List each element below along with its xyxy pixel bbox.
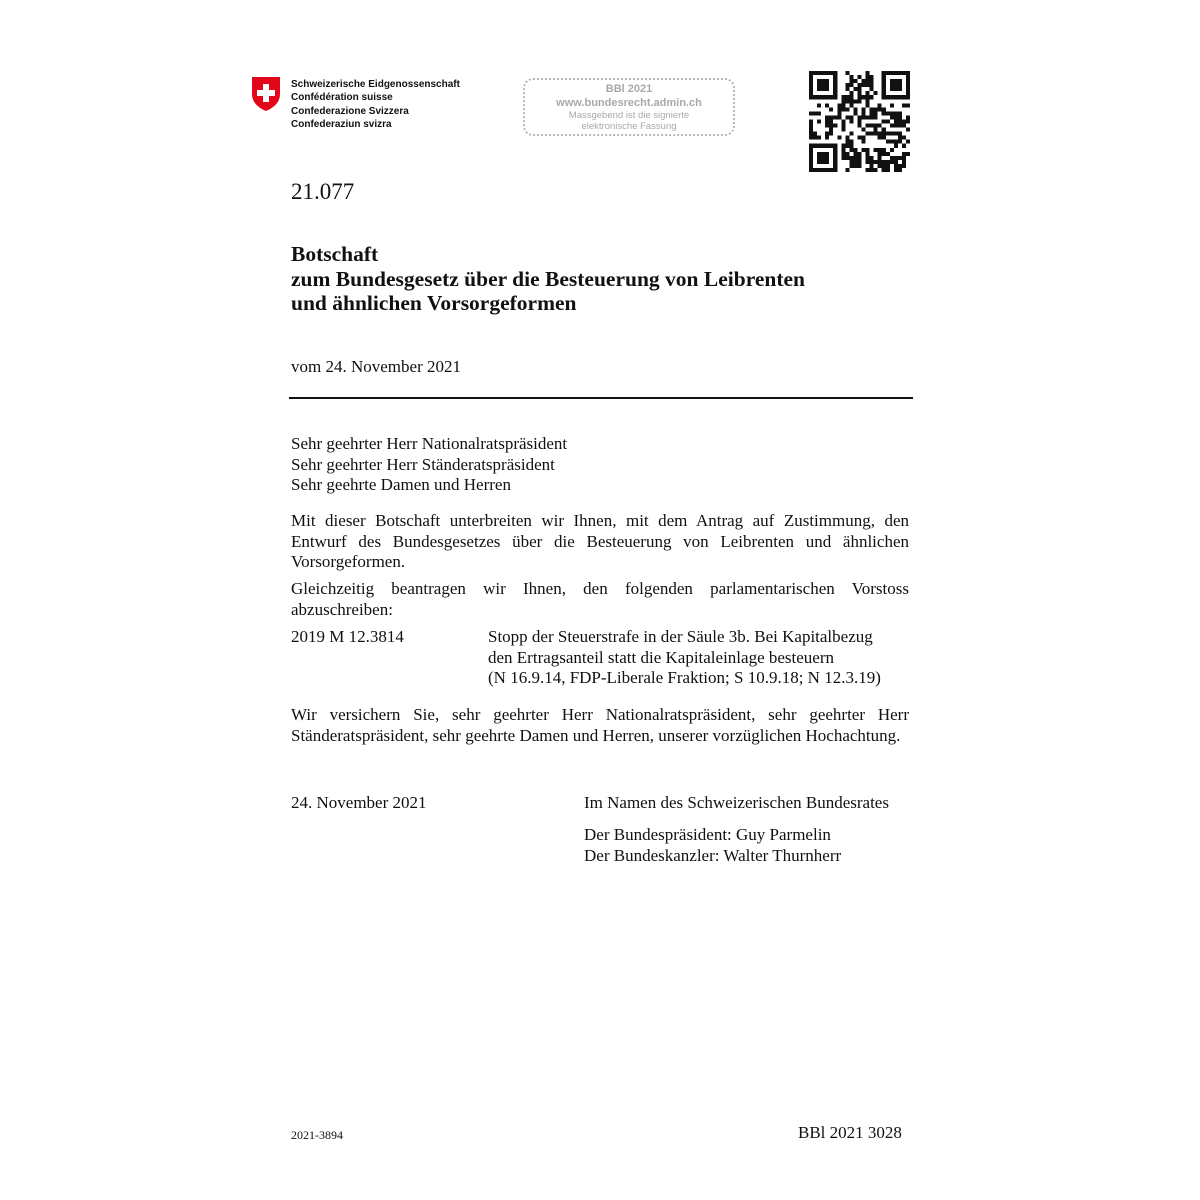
salutation-line-3: Sehr geehrte Damen und Herren (291, 475, 511, 494)
stamp-line-2: www.bundesrecht.admin.ch (556, 97, 702, 109)
vorstoss-text-line-2: den Ertragsanteil statt die Kapitaleinlage besteuern (488, 647, 835, 667)
footer-page-reference: BBl 2021 3028 (798, 1123, 902, 1142)
title-line-1: Botschaft (291, 242, 379, 266)
salutation (291, 434, 567, 496)
salutation-line-2: Sehr geehrter Herr Ständeratspräsident (291, 454, 555, 474)
document-title (291, 242, 805, 316)
authority-line-fr: Confédération suisse (291, 92, 393, 104)
paragraph-closing: Wir versichern Sie, sehr geehrter Herr Nationalratspräsident, sehr geehrter Herr Ständeratspräsident, sehr geehrte Damen und Herren, unserer vorzüglichen Hochachtung. (291, 705, 909, 745)
title-line-3: und ähnlichen Vorsorgeformen (291, 291, 577, 315)
swiss-shield-logo (251, 76, 281, 112)
authority-name (291, 78, 460, 132)
publication-stamp (523, 78, 735, 136)
authority-line-rm: Confederaziun svizra (291, 119, 392, 131)
signature-date: 24. November 2021 (291, 793, 427, 812)
document-date: vom 24. November 2021 (291, 357, 461, 376)
horizontal-rule (289, 397, 913, 399)
vorstoss-text (488, 627, 881, 689)
paragraph-proposal: Mit dieser Botschaft unterbreiten wir Ihnen, mit dem Antrag auf Zustimmung, den Entwurf des Bundesgesetzes über die Besteuerung von Leibrenten und ähnlichen Vorsorgeformen. (291, 511, 909, 571)
footer-reference: 2021-3894 (291, 1128, 343, 1142)
paragraph-write-off: Gleichzeitig beantragen wir Ihnen, den folgenden parlamentarischen Vorstoss abzuschreiben: (291, 579, 909, 619)
qr-code-icon (809, 71, 910, 172)
signature-council: Im Namen des Schweizerischen Bundesrates (584, 793, 889, 812)
vorstoss-text-line-1: Stopp der Steuerstrafe in der Säule 3b. Bei Kapitalbezug (488, 627, 873, 646)
authority-line-it: Confederazione Svizzera (291, 105, 409, 117)
signature-chancellor: Der Bundeskanzler: Walter Thurnherr (584, 845, 842, 865)
signature-president: Der Bundespräsident: Guy Parmelin (584, 825, 831, 844)
vorstoss-text-line-3: (N 16.9.14, FDP-Liberale Fraktion; S 10.9.18; N 12.3.19) (488, 668, 881, 687)
document-number: 21.077 (291, 179, 355, 204)
stamp-line-3: Massgebend ist die signierte (568, 110, 690, 121)
signature-names (584, 825, 841, 866)
title-line-2: zum Bundesgesetz über die Besteuerung von Leibrenten (291, 266, 806, 291)
stamp-line-4: elektronische Fassung (581, 121, 677, 132)
authority-line-de: Schweizerische Eidgenossenschaft (291, 79, 460, 90)
stamp-line-1: BBl 2021 (605, 83, 653, 95)
vorstoss-id: 2019 M 12.3814 (291, 627, 404, 646)
salutation-line-1: Sehr geehrter Herr Nationalratspräsident (291, 434, 568, 453)
